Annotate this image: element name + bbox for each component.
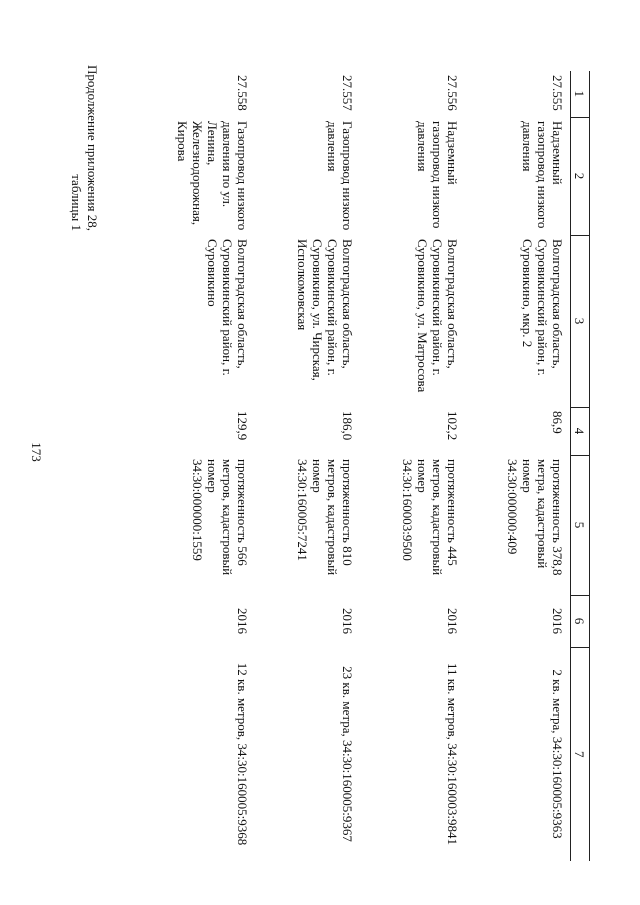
object-name: Газопровод низкого давления bbox=[325, 121, 355, 231]
table-row bbox=[360, 71, 465, 861]
object-address: Волгоградская область, Суровикинский район, г. Суровикино bbox=[205, 239, 250, 376]
header-cell-4: 4 bbox=[571, 407, 590, 455]
table-row bbox=[255, 71, 360, 861]
row-number: 27.557 bbox=[340, 75, 355, 111]
object-length: протяженность 445 метров, кадастровый номер 34:30:160003:9500 bbox=[400, 459, 460, 576]
object-value: 186,0 bbox=[340, 411, 355, 441]
row-number: 27.556 bbox=[445, 75, 460, 111]
object-length: протяженность 566 метров, кадастровый номер 34:30:000000:1559 bbox=[190, 459, 250, 576]
object-length: протяженность 810 метров, кадастровый номер 34:30:160005:7241 bbox=[295, 459, 355, 576]
object-area: 12 кв. метров, 34:30:160005:9368 bbox=[235, 662, 250, 846]
header-row bbox=[571, 71, 590, 861]
header-cell-2: 2 bbox=[571, 117, 590, 235]
object-area: 23 кв. метра, 34:30:160005:9367 bbox=[340, 666, 355, 842]
header-cell-5: 5 bbox=[571, 455, 590, 595]
header-cell-1: 1 bbox=[571, 71, 590, 117]
object-year: 2016 bbox=[445, 608, 460, 634]
object-address: Волгоградская область, Суровикинский район, г. Суровикино, мкр. 2 bbox=[520, 239, 565, 376]
object-address: Волгоградская область, Суровикинский район, г. Суровикино, ул. Чирская, Исполкомовская bbox=[295, 239, 355, 381]
caption-line-2: таблицы 1 bbox=[69, 174, 84, 232]
caption-line-1: Продолжение приложения 28, bbox=[85, 64, 100, 232]
object-year: 2016 bbox=[550, 608, 565, 634]
page-number: 173 bbox=[29, 442, 44, 462]
object-area: 2 кв. метра, 34:30:160005:9363 bbox=[550, 669, 565, 839]
row-number: 27.555 bbox=[550, 75, 565, 111]
object-name: Надземный газопровод низкого давления bbox=[415, 121, 460, 229]
header-cell-7: 7 bbox=[571, 647, 590, 861]
table-row bbox=[150, 71, 255, 861]
data-table bbox=[150, 71, 590, 861]
object-value: 102,2 bbox=[445, 411, 460, 441]
object-length: протяженность 378,8 метра, кадастровый номер 34:30:000000:409 bbox=[505, 459, 565, 576]
object-year: 2016 bbox=[340, 608, 355, 634]
header-cell-6: 6 bbox=[571, 595, 590, 647]
row-number: 27.558 bbox=[235, 75, 250, 111]
object-address: Волгоградская область, Суровикинский район, г. Суровикино, ул. Матросова bbox=[415, 239, 460, 393]
object-name: Газопровод низкого давления по ул. Ленина, Железнодорожная, Кирова bbox=[175, 121, 250, 231]
object-year: 2016 bbox=[235, 608, 250, 634]
object-value: 86,9 bbox=[550, 411, 565, 434]
object-name: Надземный газопровод низкого давления bbox=[520, 121, 565, 229]
object-value: 129,9 bbox=[235, 411, 250, 441]
table-row bbox=[465, 71, 571, 861]
rotated-table-container bbox=[120, 71, 590, 861]
header-cell-3: 3 bbox=[571, 235, 590, 407]
object-area: 11 кв. метров, 34:30:160003:9841 bbox=[445, 662, 460, 846]
